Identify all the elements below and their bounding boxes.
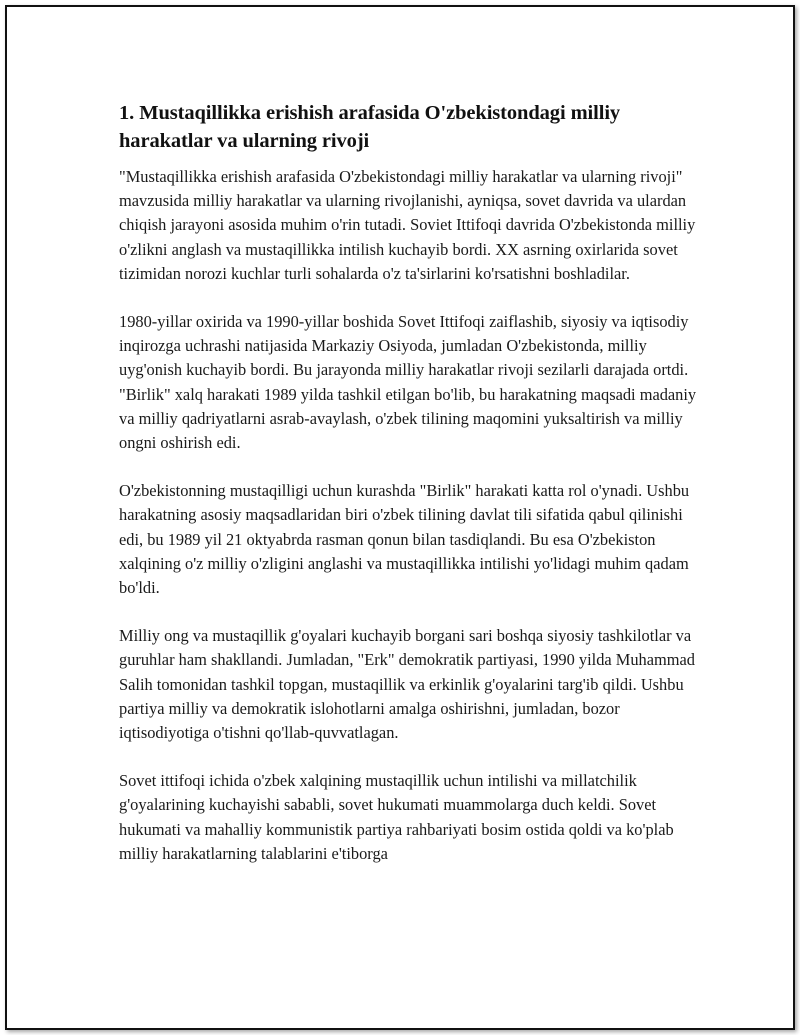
paragraph-5: Sovet ittifoqi ichida o'zbek xalqining mustaqillik uchun intilishi va millatchilik g'oyalarining kuchayishi sababli, sovet hukumati muammolarga duch keldi. Sovet hukumati va mahalliy kommunistik partiya rahbariyati bosim ostida qoldi va ko'plab milliy harakatlarning talablarini e'tiborga [119, 771, 674, 863]
document-body [119, 99, 699, 890]
paragraph-1: "Mustaqillikka erishish arafasida O'zbekistondagi milliy harakatlar va ularning rivoji" mavzusida milliy harakatlar va ularning rivojlanishi, ayniqsa, sovet davrida va ulardan chiqish jarayoni asosida muhim o'rin tutadi. Soviet Ittifoqi davrida O'zbekistonda milliy o'zlikni anglash va mustaqillikka intilish kuchayib bordi. XX asrning oxirlarida sovet tizimidan norozi kuchlar turli sohalarda o'z ta'sirlarini ko'rsatishni boshladilar. [119, 167, 696, 283]
paragraph-4: Milliy ong va mustaqillik g'oyalari kuchayib borgani sari boshqa siyosiy tashkilotlar va guruhlar ham shakllandi. Jumladan, "Erk" demokratik partiyasi, 1990 yilda Muhammad Salih tomonidan tashkil topgan, mustaqillik va erkinlik g'oyalarini targ'ib qildi. Ushbu partiya milliy va demokratik islohotlarni amalga oshirishni, jumladan, bozor iqtisodiyotiga o'tishni qo'llab-quvvatlagan. [119, 626, 696, 743]
paragraph-2: 1980-yillar oxirida va 1990-yillar boshida Sovet Ittifoqi zaiflashib, siyosiy va iqtisodiy inqirozga uchrashi natijasida Markaziy Osiyoda, jumladan O'zbekistonda, milliy uyg'onish kuchayib bordi. Bu jarayonda milliy harakatlar rivoji sezilarli darajada ortdi. "Birlik" xalq harakati 1989 yilda tashkil etilgan bo'lib, bu harakatning maqsadi madaniy va milliy qadriyatlarni asrab-avaylash, o'zbek tilining maqomini yuksaltirish va milliy ongni oshirish edi. [119, 312, 697, 453]
document-title: 1. Mustaqillikka erishish arafasida O'zbekistondagi milliy harakatlar va ularning rivoji [119, 102, 621, 152]
document-page [5, 5, 795, 1030]
paragraph-3: O'zbekistonning mustaqilligi uchun kurashda "Birlik" harakati katta rol o'ynadi. Ushbu harakatning asosiy maqsadlaridan biri o'zbek tilining davlat tili sifatida qabul qilinishi edi, bu 1989 yil 21 oktyabrda rasman qonun bilan tasdiqlandi. Bu esa O'zbekiston xalqining o'z milliy o'zligini anglashi va mustaqillikka intilishi yo'lidagi muhim qadam bo'ldi. [119, 481, 690, 598]
